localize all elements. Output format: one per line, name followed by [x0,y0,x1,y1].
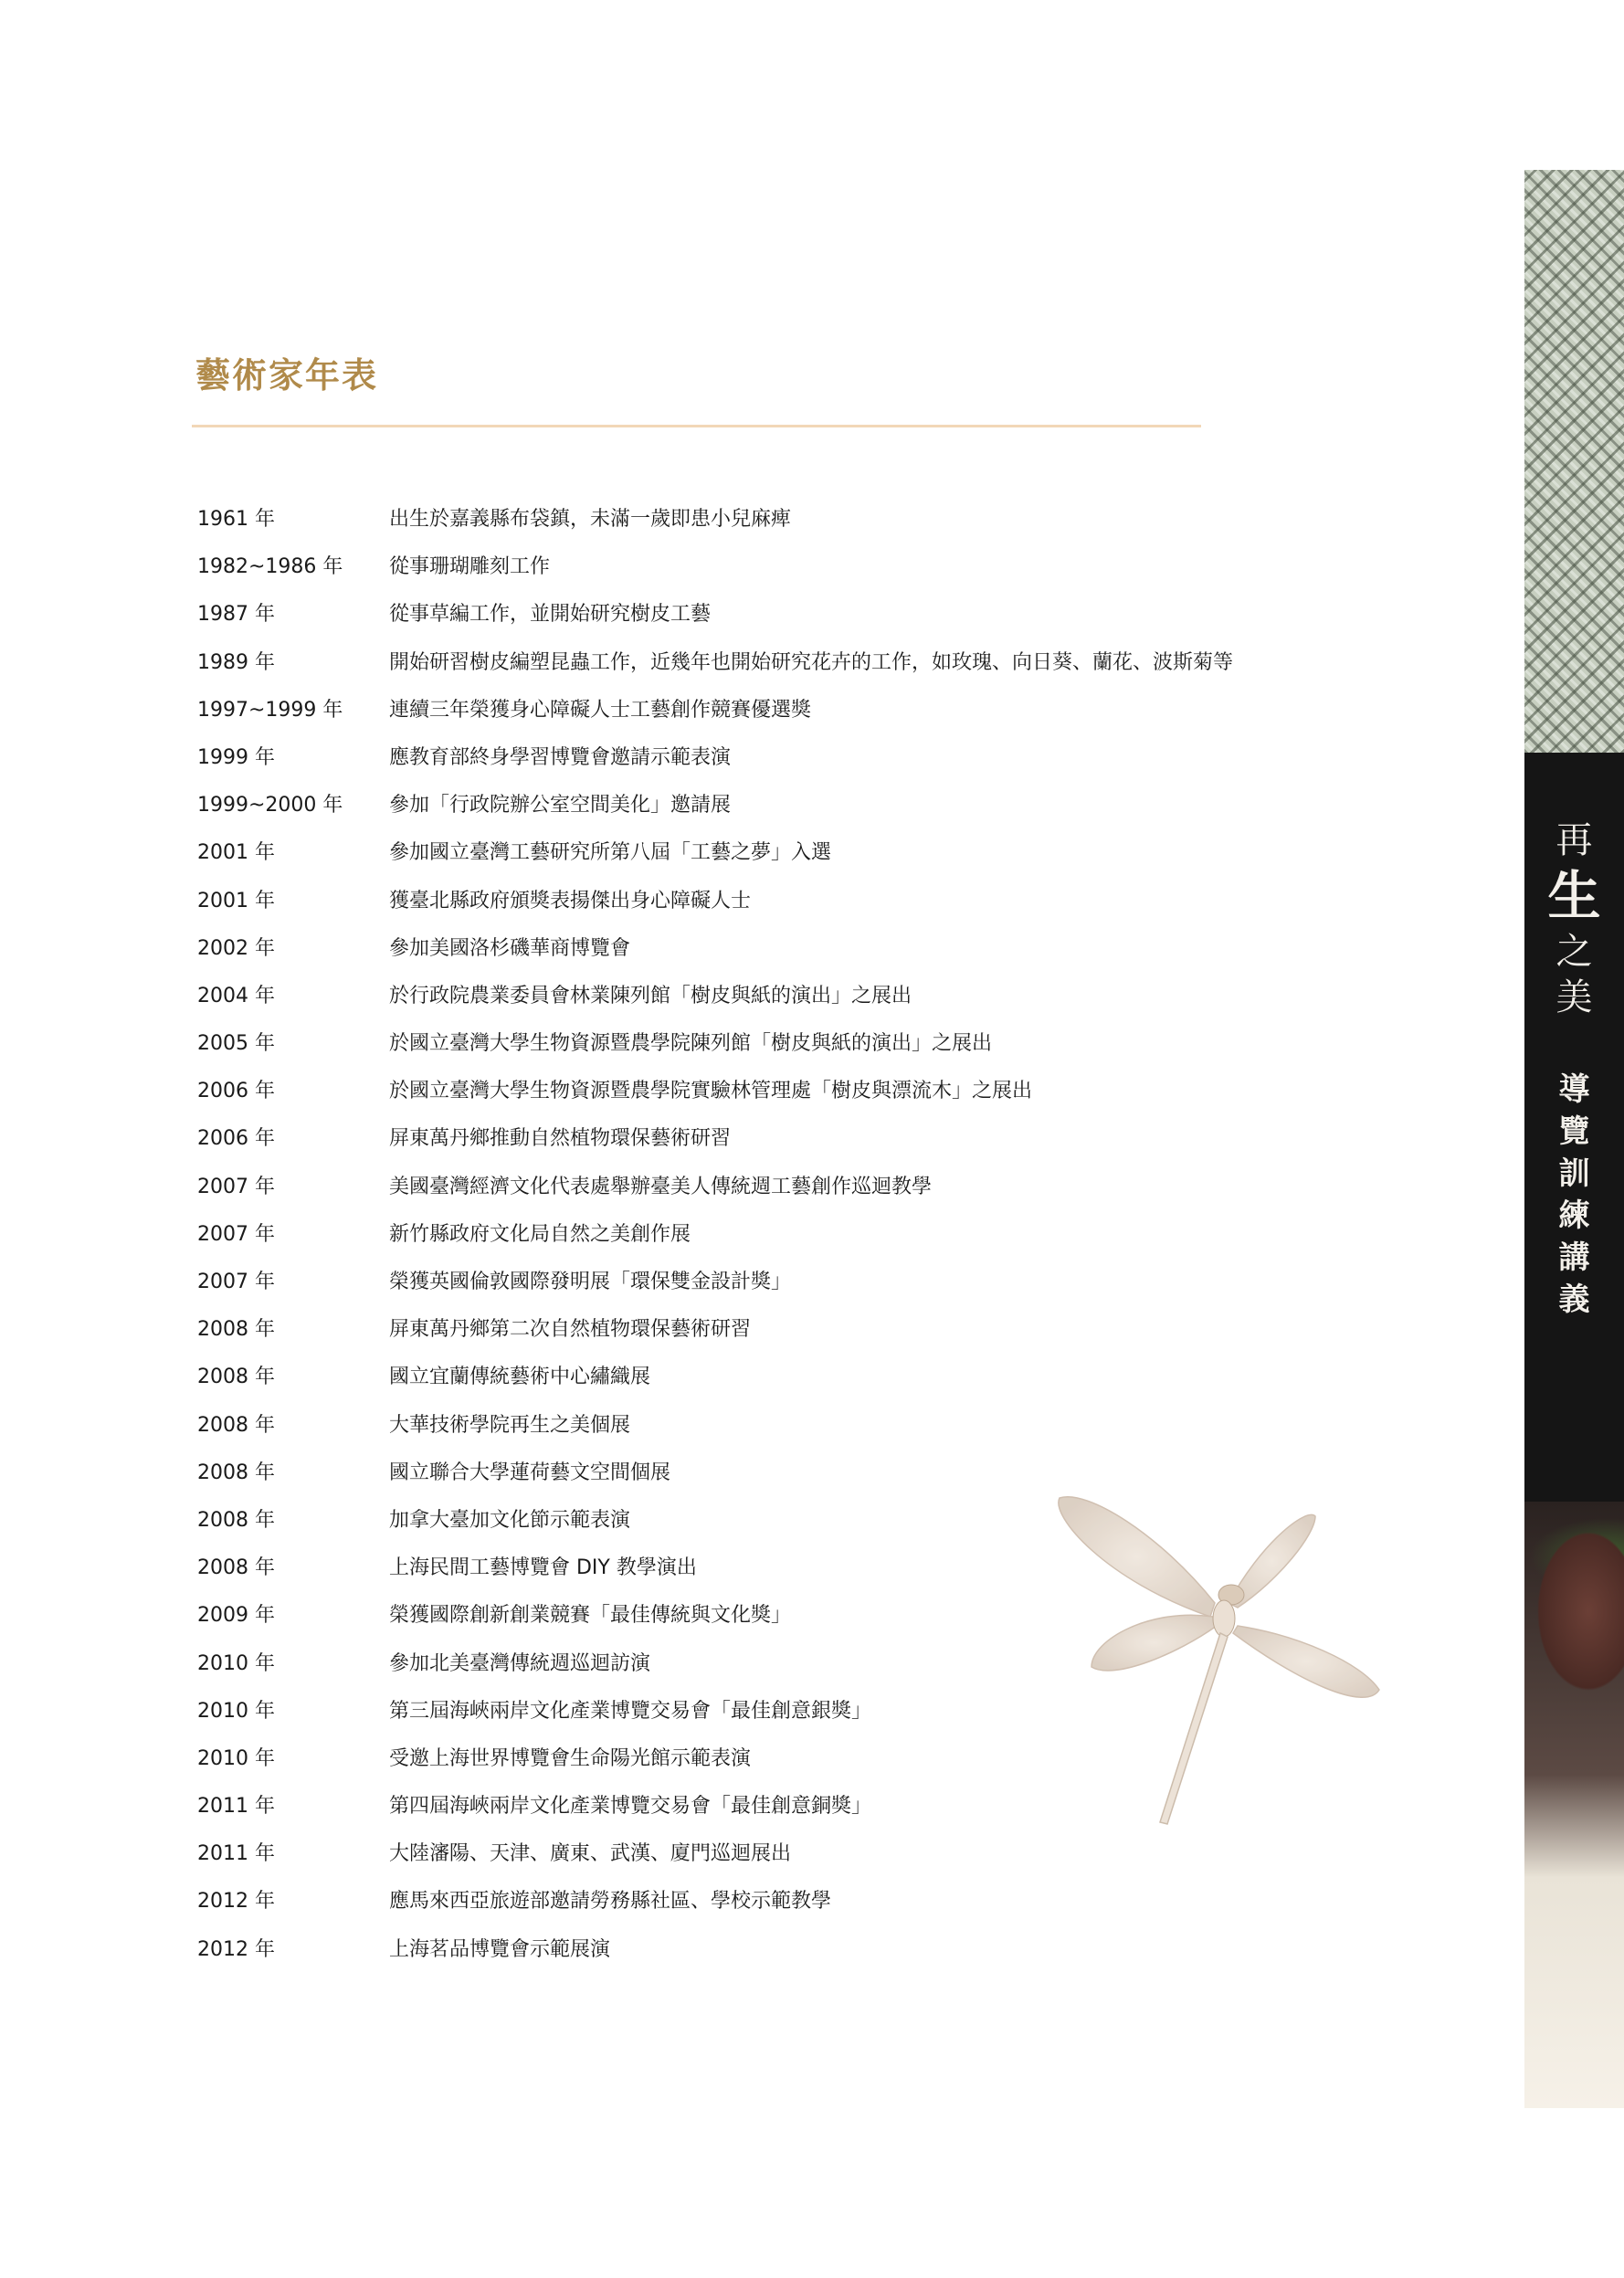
timeline-event: 加拿大臺加文化節示範表演 [389,1508,631,1532]
timeline-row [197,1935,1385,1982]
timeline-year: 2001 年 [197,841,275,865]
timeline-row [197,743,1385,790]
side-subtitle-char: 訓 [1558,1155,1590,1192]
timeline-event: 新竹縣政府文化局自然之美創作展 [389,1222,691,1246]
timeline-event: 屏東萬丹鄉推動自然植物環保藝術研習 [389,1127,732,1151]
timeline-year: 1982~1986 年 [197,555,343,579]
timeline-year: 2007 年 [197,1175,275,1198]
timeline-row [197,933,1385,981]
timeline-row [197,695,1385,743]
timeline-year: 2008 年 [197,1508,275,1532]
timeline-year: 2008 年 [197,1556,275,1580]
timeline-row [197,504,1385,552]
timeline-event: 第四屆海峽兩岸文化產業博覽交易會「最佳創意銅獎」 [389,1795,872,1819]
side-subtitle-char: 練 [1558,1197,1590,1234]
timeline-row [197,1123,1385,1171]
timeline-row [197,1362,1385,1409]
page-title: 藝術家年表 [195,354,379,395]
timeline-row [197,838,1385,885]
timeline-row [197,648,1385,695]
timeline-event: 第三屆海峽兩岸文化產業博覽交易會「最佳創意銀獎」 [389,1699,872,1723]
timeline-event: 開始研習樹皮編塑昆蟲工作，近幾年也開始研究花卉的工作，如玫瑰、向日葵、蘭花、波斯菊等 [389,650,1234,674]
side-subtitle-char: 義 [1558,1281,1590,1318]
timeline-event: 大陸瀋陽、天津、廣東、武漢、廈門巡迴展出 [389,1842,792,1866]
timeline-year: 2008 年 [197,1461,275,1484]
timeline-year: 2010 年 [197,1699,275,1723]
side-subtitle [1524,1069,1624,1321]
timeline-year: 2007 年 [197,1271,275,1293]
timeline-event: 美國臺灣經濟文化代表處舉辦臺美人傳統週工藝創作巡迴教學 [389,1175,933,1198]
timeline-year: 2006 年 [197,1080,275,1103]
timeline-year: 2004 年 [197,984,275,1007]
timeline-event: 參加美國洛杉磯華商博覽會 [389,936,631,960]
timeline-year: 2001 年 [197,889,275,912]
timeline-event: 應教育部終身學習博覽會邀請示範表演 [389,745,732,769]
timeline-event: 國立聯合大學蓮荷藝文空間個展 [389,1461,671,1484]
side-brand-char: 生 [1547,865,1601,927]
timeline-row [197,1410,1385,1458]
dragonfly-illustration [1050,1480,1397,1845]
timeline-event: 上海茗品博覽會示範展演 [389,1937,611,1961]
timeline-event: 榮獲國際創新創業競賽「最佳傳統與文化獎」 [389,1604,792,1628]
timeline-event: 大華技術學院再生之美個展 [389,1413,631,1437]
timeline-event: 上海民間工藝博覽會 DIY 教學演出 [389,1556,697,1580]
timeline-year: 2011 年 [197,1795,275,1819]
timeline-row [197,1076,1385,1123]
timeline-row [197,1172,1385,1219]
timeline-year: 2008 年 [197,1413,275,1437]
timeline-event: 於行政院農業委員會林業陳列館「樹皮與紙的演出」之展出 [389,984,912,1007]
timeline-event: 從事珊瑚雕刻工作 [389,555,551,579]
timeline-year: 2010 年 [197,1651,275,1675]
timeline-row [197,886,1385,933]
timeline-event: 國立宜蘭傳統藝術中心繡織展 [389,1366,651,1389]
timeline-row [197,1839,1385,1886]
timeline-year: 1999 年 [197,745,275,769]
timeline-row [197,1219,1385,1267]
timeline-year: 2008 年 [197,1318,275,1342]
timeline-row [197,1267,1385,1314]
title-divider [192,425,1201,427]
timeline-row [197,1886,1385,1934]
timeline-event: 於國立臺灣大學生物資源暨農學院實驗林管理處「樹皮與漂流木」之展出 [389,1080,1033,1103]
timeline-row [197,790,1385,838]
timeline-event: 從事草編工作，並開始研究樹皮工藝 [389,603,712,627]
timeline-year: 1999~2000 年 [197,794,343,817]
timeline-event: 參加國立臺灣工藝研究所第八屆「工藝之夢」入選 [389,841,832,865]
timeline-year: 1989 年 [197,650,275,674]
timeline-event: 屏東萬丹鄉第二次自然植物環保藝術研習 [389,1318,752,1342]
timeline-row [197,1314,1385,1362]
timeline-year: 1961 年 [197,508,275,531]
side-subtitle-char: 導 [1558,1071,1590,1108]
timeline-event: 連續三年榮獲身心障礙人士工藝創作競賽優選獎 [389,698,812,722]
woven-pattern-strip [1524,170,1624,753]
timeline-event: 榮獲英國倫敦國際發明展「環保雙金設計獎」 [389,1271,792,1293]
timeline-year: 2011 年 [197,1842,275,1866]
timeline-year: 2012 年 [197,1937,275,1961]
timeline-year: 1987 年 [197,603,275,627]
timeline-row [197,1028,1385,1076]
timeline-event: 參加北美臺灣傳統週巡迴訪演 [389,1651,651,1675]
side-brand-char: 之 [1555,931,1593,973]
timeline-year: 2007 年 [197,1222,275,1246]
side-brand-char: 美 [1555,976,1593,1018]
timeline-row [197,599,1385,647]
timeline-year: 2010 年 [197,1746,275,1770]
side-brand-title [1524,817,1624,1020]
timeline-row [197,981,1385,1028]
timeline-year: 2008 年 [197,1366,275,1389]
timeline-year: 1997~1999 年 [197,698,343,722]
timeline-year: 2009 年 [197,1604,275,1628]
side-brand-char: 再 [1555,819,1593,861]
bark-craft-photo [1524,1502,1624,2108]
timeline-event: 獲臺北縣政府頒獎表揚傑出身心障礙人士 [389,889,752,912]
side-subtitle-char: 講 [1558,1239,1590,1276]
timeline-year: 2002 年 [197,936,275,960]
timeline-event: 出生於嘉義縣布袋鎮，未滿一歲即患小兒麻痺 [389,508,792,531]
side-subtitle-char: 覽 [1558,1113,1590,1150]
timeline-event: 受邀上海世界博覽會生命陽光館示範表演 [389,1746,752,1770]
timeline-row [197,552,1385,599]
timeline-year: 2006 年 [197,1127,275,1151]
timeline-year: 2005 年 [197,1032,275,1056]
timeline-event: 於國立臺灣大學生物資源暨農學院陳列館「樹皮與紙的演出」之展出 [389,1032,993,1056]
timeline-event: 應馬來西亞旅遊部邀請勞務縣社區、學校示範教學 [389,1890,832,1914]
timeline-event: 參加「行政院辦公室空間美化」邀請展 [389,794,732,817]
timeline-year: 2012 年 [197,1890,275,1914]
